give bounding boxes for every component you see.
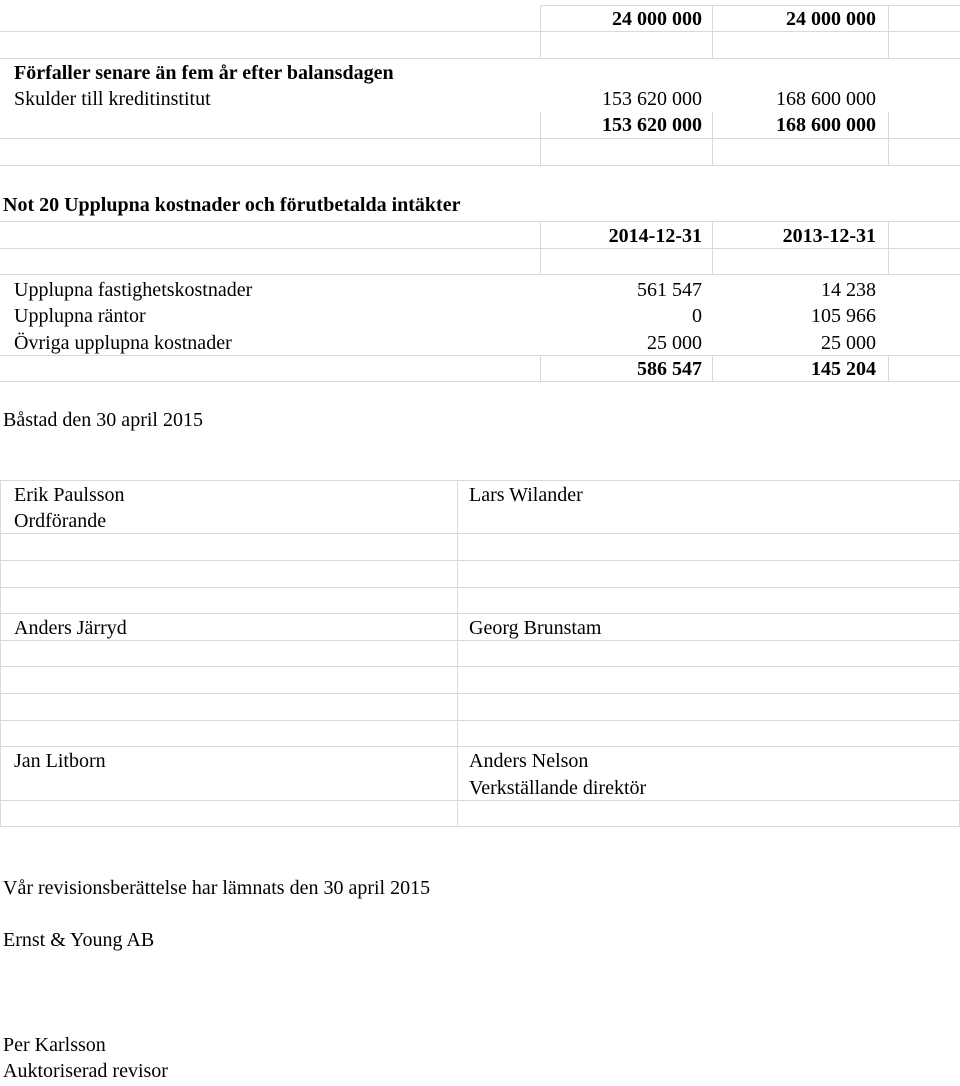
credit-total-2013: 168 600 000 [776,114,876,136]
grid-line [0,587,960,588]
grid-line [0,746,960,747]
grid-line [888,5,889,31]
signatory-title: Ordförande [14,510,107,532]
credit-2013: 168 600 000 [776,88,876,110]
auditor-title: Auktoriserad revisor [3,1060,168,1082]
signatory-name: Anders Nelson [469,750,589,772]
grid-line [0,560,960,561]
grid-line [888,112,889,165]
grid-line [0,221,960,222]
grid-line [0,138,960,139]
grid-line [0,165,960,166]
grid-line [0,381,960,382]
row-label: Övriga upplupna kostnader [14,332,232,354]
signatory-name: Georg Brunstam [469,617,602,639]
note-total-2013: 145 204 [811,358,876,380]
grid-line [0,800,960,801]
grid-line [0,666,960,667]
note-total-2014: 586 547 [637,358,702,380]
row-value-2013: 25 000 [821,332,876,354]
grid-line [0,58,960,59]
grid-line [540,31,541,58]
signatory-name: Jan Litborn [14,750,106,772]
grid-line [0,480,1,826]
column-header-2013: 2013-12-31 [782,225,876,247]
signatory-name: Erik Paulsson [14,484,125,506]
grid-line [457,480,458,826]
grid-line [0,248,960,249]
subtotal-2013: 24 000 000 [786,8,876,30]
grid-line [0,274,960,275]
signatory-name: Lars Wilander [469,484,583,506]
grid-line [0,826,960,827]
grid-line [540,5,960,6]
credit-total-2014: 153 620 000 [602,114,702,136]
audit-firm: Ernst & Young AB [3,929,155,951]
grid-line [0,533,960,534]
place-date: Båstad den 30 april 2015 [3,409,203,431]
audit-statement: Vår revisionsberättelse har lämnats den 30 april 2015 [3,877,431,899]
row-value-2013: 105 966 [811,305,876,327]
row-value-2014: 0 [692,305,702,327]
auditor-name: Per Karlsson [3,1034,106,1056]
grid-line [0,720,960,721]
grid-line [888,31,889,58]
credit-label: Skulder till kreditinstitut [14,88,211,110]
row-value-2014: 561 547 [637,279,702,301]
row-label: Upplupna räntor [14,305,146,327]
note-title: Not 20 Upplupna kostnader och förutbetalda intäkter [3,194,461,216]
row-label: Upplupna fastighetskostnader [14,279,253,301]
subtotal-2014: 24 000 000 [612,8,702,30]
grid-line [0,480,960,481]
grid-line [0,640,960,641]
credit-2014: 153 620 000 [602,88,702,110]
grid-line [888,221,889,274]
row-value-2013: 14 238 [821,279,876,301]
grid-line [0,693,960,694]
long-term-heading: Förfaller senare än fem år efter balansdagen [14,62,394,84]
row-value-2014: 25 000 [647,332,702,354]
column-header-2014: 2014-12-31 [608,225,702,247]
signatory-title: Verkställande direktör [469,777,647,799]
grid-line [0,355,960,356]
grid-line [0,613,960,614]
grid-line [888,355,889,381]
grid-line [712,31,713,58]
grid-line [0,31,960,32]
signatory-name: Anders Järryd [14,617,127,639]
